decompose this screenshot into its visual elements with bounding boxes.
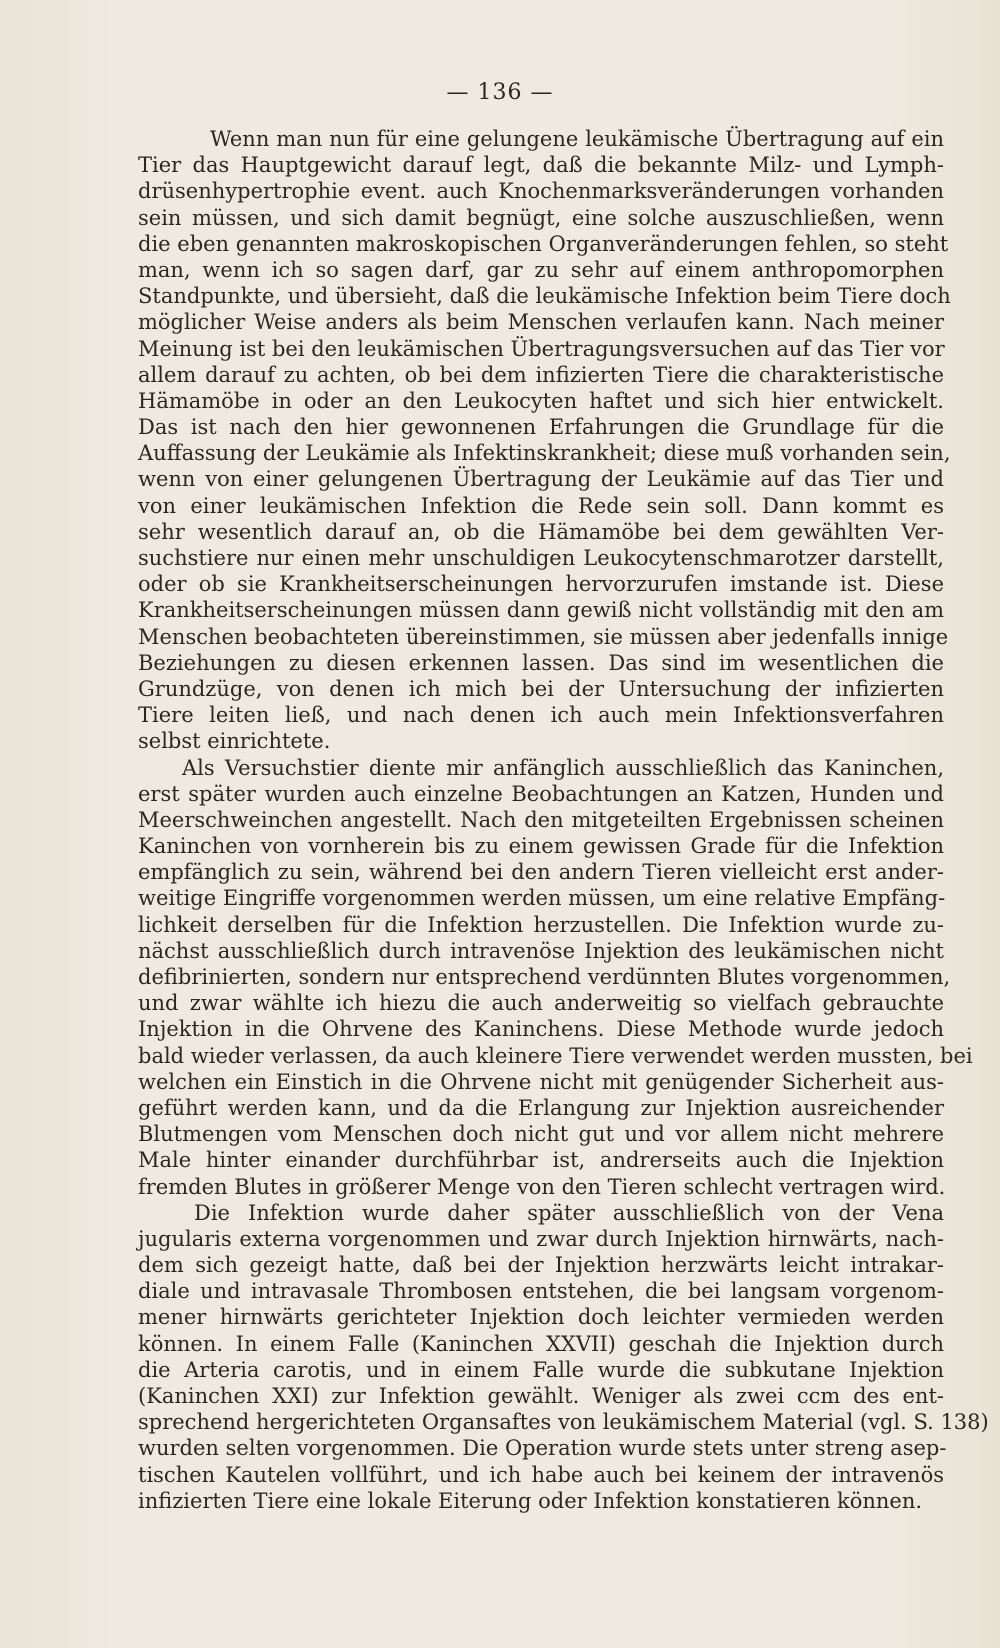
text-line: Tier das Hauptgewicht darauf legt, daß die bekannte Milz- und Lymph- bbox=[138, 153, 944, 178]
text-line: bald wieder verlassen, da auch kleinere Tiere verwendet werden mussten, bei bbox=[138, 1043, 973, 1068]
text-line: jugularis externa vorgenommen und zwar durch Injektion hirnwärts, nach- bbox=[138, 1226, 944, 1251]
text-line: infizierten Tiere eine lokale Eiterung oder Infektion konstatieren können. bbox=[138, 1488, 923, 1513]
text-line: weitige Eingriffe vorgenommen werden müssen, um eine relative Empfäng- bbox=[138, 886, 946, 911]
text-line: Auffassung der Leukämie als Infektinskrankheit; diese muß vorhanden sein, bbox=[138, 441, 951, 466]
text-line: geführt werden kann, und da die Erlangung zur Injektion ausreichender bbox=[138, 1095, 944, 1120]
text-line: Tiere leiten ließ, und nach denen ich auch mein Infektionsverfahren bbox=[138, 703, 944, 728]
text-line: die eben genannten makroskopischen Organveränderungen fehlen, so steht bbox=[138, 231, 949, 256]
text-line: drüsenhypertrophie event. auch Knochenmarksveränderungen vorhanden bbox=[138, 179, 944, 204]
text-line: sein müssen, und sich damit begnügt, eine solche auszuschließen, wenn bbox=[138, 205, 944, 230]
text-line: Blutmengen vom Menschen doch nicht gut und vor allem nicht mehrere bbox=[138, 1122, 944, 1147]
text-line: Kaninchen von vornherein bis zu einem gewissen Grade für die Infektion bbox=[138, 834, 944, 859]
text-line: erst später wurden auch einzelne Beobachtungen an Katzen, Hunden und bbox=[138, 781, 944, 806]
text-line: und zwar wählte ich hiezu die auch anderweitig so vielfach gebrauchte bbox=[138, 991, 944, 1016]
text-line: Beziehungen zu diesen erkennen lassen. Das sind im wesentlichen die bbox=[138, 650, 944, 675]
text-line: defibrinierten, sondern nur entsprechend verdünnten Blutes vorgenommen, bbox=[138, 965, 951, 989]
page-number: — 136 — bbox=[446, 80, 554, 105]
text-line: Das ist nach den hier gewonnenen Erfahrungen die Grundlage für die bbox=[138, 415, 944, 440]
text-line: mener hirnwärts gerichteter Injektion doch leichter vermieden werden bbox=[138, 1305, 944, 1330]
text-line: wenn von einer gelungenen Übertragung der Leukämie auf das Tier und bbox=[138, 467, 944, 492]
text-line: suchstiere nur einen mehr unschuldigen Leukocytenschmarotzer darstellt, bbox=[138, 546, 944, 570]
text-line: allem darauf zu achten, ob bei dem infizierten Tiere die charakteristische bbox=[138, 362, 944, 387]
text-line: Hämamöbe in oder an den Leukocyten haftet und sich hier entwickelt. bbox=[138, 388, 944, 413]
text-line: dem sich gezeigt hatte, daß bei der Injektion herzwärts leicht intrakar- bbox=[138, 1253, 944, 1278]
text-line: Wenn man nun für eine gelungene leukämische Übertragung auf ein bbox=[210, 127, 944, 151]
text-line: man, wenn ich so sagen darf, gar zu sehr auf einem anthropomorphen bbox=[138, 257, 944, 282]
text-line: Meinung ist bei den leukämischen Übertragungsversuchen auf das Tier vor bbox=[138, 336, 945, 361]
text-line: oder ob sie Krankheitserscheinungen hervorzurufen imstande ist. Diese bbox=[138, 572, 944, 597]
paragraph-3 bbox=[138, 1200, 989, 1514]
text-line: möglicher Weise anders als beim Menschen verlaufen kann. Nach meiner bbox=[138, 310, 944, 335]
text-line: Grundzüge, von denen ich mich bei der Untersuchung der infizierten bbox=[138, 676, 944, 701]
text-line: welchen ein Einstich in die Ohrvene nicht mit genügender Sicherheit aus- bbox=[138, 1069, 944, 1094]
text-line: können. In einem Falle (Kaninchen XXVII) geschah die Injektion durch bbox=[138, 1331, 944, 1356]
text-line: diale und intravasale Thrombosen entstehen, die bei langsam vorgenom- bbox=[138, 1279, 944, 1304]
text-line: Male hinter einander durchführbar ist, andrerseits auch die Injektion bbox=[138, 1148, 944, 1173]
text-line: fremden Blutes in größerer Menge von den Tieren schlecht vertragen wird. bbox=[138, 1174, 946, 1199]
text-line: Als Versuchstier diente mir anfänglich ausschließlich das Kaninchen, bbox=[182, 755, 944, 780]
text-line: nächst ausschließlich durch intravenöse Injektion des leukämischen nicht bbox=[138, 938, 944, 963]
text-line: empfänglich zu sein, während bei den andern Tieren vielleicht erst ander- bbox=[138, 860, 944, 885]
text-line: sprechend hergerichteten Organsaftes von leukämischem Material (vgl. S. 138) bbox=[138, 1410, 989, 1435]
paragraph-2 bbox=[138, 755, 973, 1200]
text-line: sehr wesentlich darauf an, ob die Hämamöbe bei dem gewählten Ver- bbox=[138, 519, 944, 544]
paragraph-1 bbox=[138, 126, 951, 755]
text-line: Die Infektion wurde daher später ausschließlich von der Vena bbox=[194, 1200, 944, 1225]
text-line: Meerschweinchen angestellt. Nach den mitgeteilten Ergebnissen scheinen bbox=[138, 807, 944, 832]
text-line: lichkeit derselben für die Infektion herzustellen. Die Infektion wurde zu- bbox=[138, 912, 944, 937]
text-line: Menschen beobachteten übereinstimmen, sie müssen aber jedenfalls innige bbox=[138, 624, 949, 649]
text-line: wurden selten vorgenommen. Die Operation wurde stets unter streng asep- bbox=[138, 1436, 947, 1461]
text-line: tischen Kautelen vollführt, und ich habe auch bei keinem der intravenös bbox=[138, 1462, 944, 1487]
text-line: selbst einrichtete. bbox=[138, 729, 331, 754]
text-line: die Arteria carotis, und in einem Falle wurde die subkutane Injektion bbox=[138, 1357, 944, 1382]
text-line: Injektion in die Ohrvene des Kaninchens. Diese Methode wurde jedoch bbox=[138, 1017, 944, 1042]
text-line: von einer leukämischen Infektion die Rede sein soll. Dann kommt es bbox=[138, 493, 944, 518]
body-text bbox=[138, 126, 989, 1514]
text-line: Krankheitserscheinungen müssen dann gewiß nicht vollständig mit den am bbox=[138, 598, 944, 623]
text-line: (Kaninchen XXI) zur Infektion gewählt. Weniger als zwei ccm des ent- bbox=[138, 1384, 944, 1408]
text-line: Standpunkte, und übersieht, daß die leukämische Infektion beim Tiere doch bbox=[138, 284, 951, 309]
